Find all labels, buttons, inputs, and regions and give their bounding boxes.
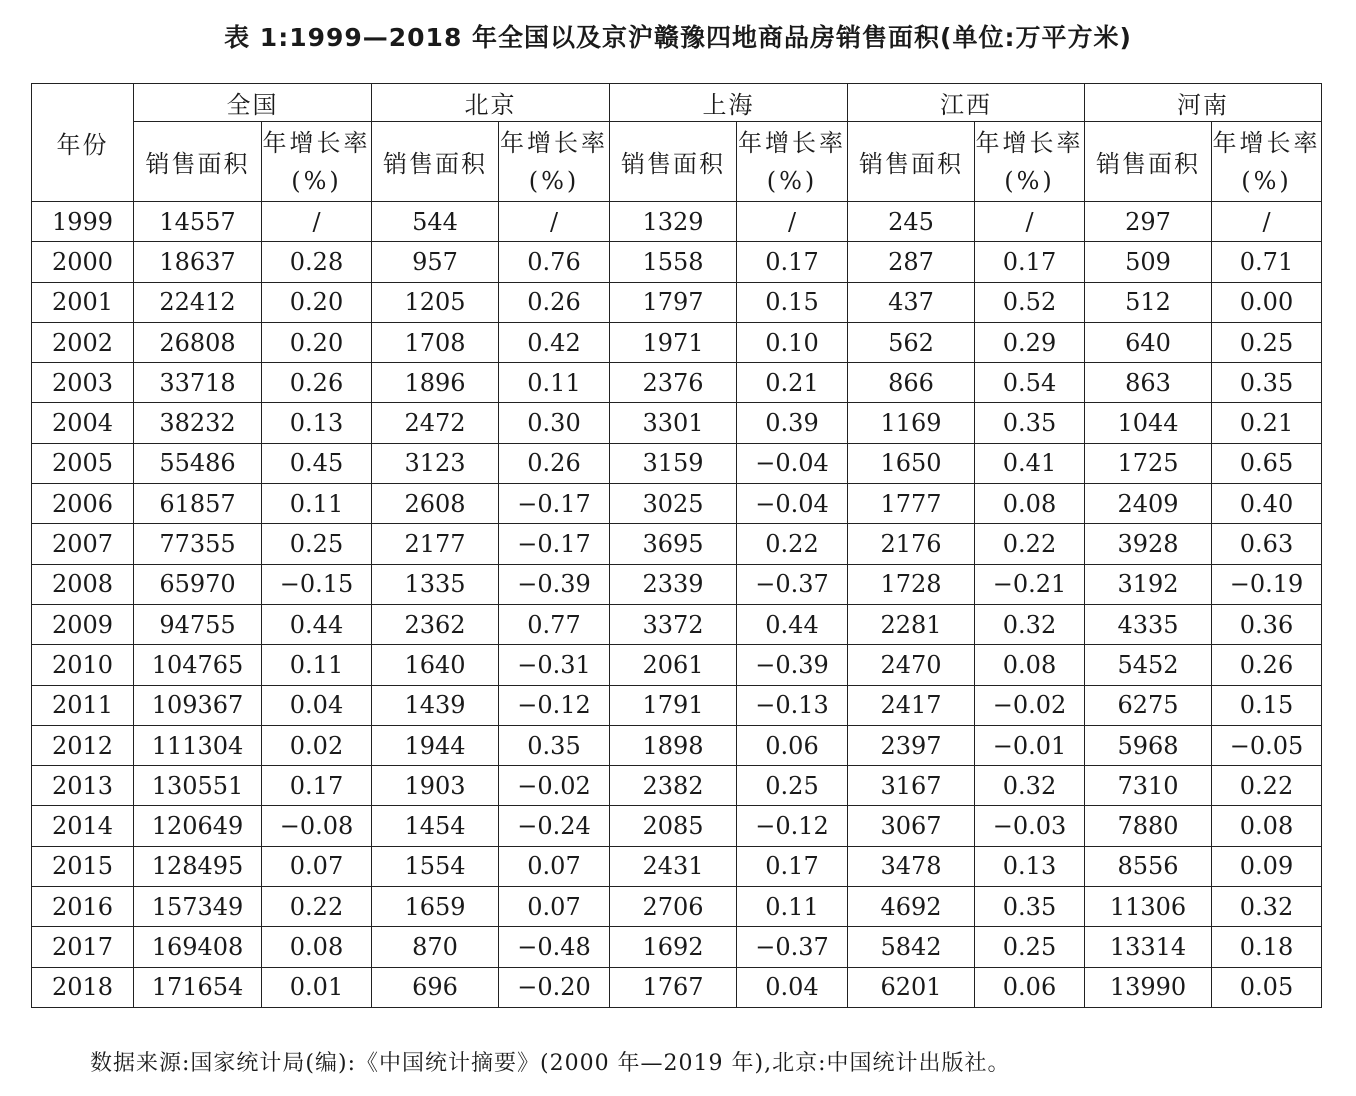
- rate-cell: −0.13: [737, 685, 848, 725]
- year-cell: 2011: [32, 685, 134, 725]
- area-cell: 437: [848, 282, 975, 322]
- rate-cell: 0.77: [499, 604, 610, 644]
- area-cell: 77355: [134, 524, 262, 564]
- area-cell: 870: [372, 927, 499, 967]
- area-cell: 2431: [610, 846, 737, 886]
- rate-cell: 0.71: [1212, 242, 1322, 282]
- area-cell: 1791: [610, 685, 737, 725]
- year-cell: 2017: [32, 927, 134, 967]
- table-row: [32, 564, 1322, 604]
- rate-cell: −0.12: [499, 685, 610, 725]
- area-cell: 2177: [372, 524, 499, 564]
- area-cell: 1659: [372, 887, 499, 927]
- rate-header: 年增长率(%): [1212, 122, 1322, 202]
- area-cell: 2281: [848, 604, 975, 644]
- rate-cell: −0.03: [975, 806, 1085, 846]
- area-cell: 1708: [372, 322, 499, 362]
- rate-cell: 0.32: [975, 604, 1085, 644]
- rate-cell: 0.02: [262, 725, 372, 765]
- rate-cell: 0.22: [737, 524, 848, 564]
- area-cell: 297: [1085, 202, 1212, 242]
- area-cell: 2470: [848, 645, 975, 685]
- area-cell: 3372: [610, 604, 737, 644]
- area-cell: 14557: [134, 202, 262, 242]
- area-cell: 1728: [848, 564, 975, 604]
- region-header-henan: 河南: [1085, 84, 1322, 122]
- year-cell: 2016: [32, 887, 134, 927]
- rate-cell: 0.07: [499, 846, 610, 886]
- rate-cell: 0.06: [975, 967, 1085, 1007]
- year-cell: 2002: [32, 322, 134, 362]
- rate-cell: 0.41: [975, 443, 1085, 483]
- rate-cell: 0.42: [499, 322, 610, 362]
- year-cell: 2010: [32, 645, 134, 685]
- rate-cell: 0.28: [262, 242, 372, 282]
- table-row: [32, 927, 1322, 967]
- year-cell: 2003: [32, 363, 134, 403]
- rate-cell: 0.52: [975, 282, 1085, 322]
- area-cell: 1944: [372, 725, 499, 765]
- rate-cell: 0.17: [975, 242, 1085, 282]
- year-cell: 2009: [32, 604, 134, 644]
- rate-cell: 0.11: [262, 484, 372, 524]
- rate-cell: −0.08: [262, 806, 372, 846]
- region-header-jiangxi: 江西: [848, 84, 1085, 122]
- data-source-note: 数据来源:国家统计局(编):《中国统计摘要》(2000 年—2019 年),北京:中国统计出版社。: [90, 1051, 1011, 1076]
- area-cell: 544: [372, 202, 499, 242]
- rate-cell: 0.26: [262, 363, 372, 403]
- rate-cell: 0.40: [1212, 484, 1322, 524]
- rate-cell: /: [262, 202, 372, 242]
- rate-cell: −0.24: [499, 806, 610, 846]
- area-cell: 2061: [610, 645, 737, 685]
- area-cell: 11306: [1085, 887, 1212, 927]
- sales-area-table: [31, 83, 1322, 1008]
- area-cell: 4335: [1085, 604, 1212, 644]
- area-cell: 22412: [134, 282, 262, 322]
- area-cell: 8556: [1085, 846, 1212, 886]
- area-cell: 1454: [372, 806, 499, 846]
- rate-cell: 0.15: [1212, 685, 1322, 725]
- area-header: 销售面积: [1085, 122, 1212, 202]
- area-cell: 1777: [848, 484, 975, 524]
- table-row: [32, 846, 1322, 886]
- rate-cell: 0.35: [1212, 363, 1322, 403]
- area-cell: 38232: [134, 403, 262, 443]
- area-cell: 1439: [372, 685, 499, 725]
- rate-cell: −0.37: [737, 564, 848, 604]
- year-cell: 2007: [32, 524, 134, 564]
- area-cell: 4692: [848, 887, 975, 927]
- rate-cell: 0.35: [975, 403, 1085, 443]
- year-cell: 2000: [32, 242, 134, 282]
- rate-cell: 0.18: [1212, 927, 1322, 967]
- area-cell: 562: [848, 322, 975, 362]
- year-cell: 2013: [32, 766, 134, 806]
- area-cell: 3695: [610, 524, 737, 564]
- area-cell: 696: [372, 967, 499, 1007]
- area-cell: 2397: [848, 725, 975, 765]
- rate-cell: 0.04: [262, 685, 372, 725]
- rate-cell: −0.39: [737, 645, 848, 685]
- area-cell: 18637: [134, 242, 262, 282]
- area-cell: 120649: [134, 806, 262, 846]
- area-cell: 2706: [610, 887, 737, 927]
- rate-cell: 0.36: [1212, 604, 1322, 644]
- area-cell: 1650: [848, 443, 975, 483]
- year-cell: 2001: [32, 282, 134, 322]
- rate-cell: 0.00: [1212, 282, 1322, 322]
- rate-cell: −0.37: [737, 927, 848, 967]
- rate-cell: 0.13: [262, 403, 372, 443]
- rate-cell: 0.65: [1212, 443, 1322, 483]
- area-cell: 1335: [372, 564, 499, 604]
- area-cell: 13314: [1085, 927, 1212, 967]
- rate-cell: 0.15: [737, 282, 848, 322]
- rate-cell: 0.54: [975, 363, 1085, 403]
- rate-cell: 0.32: [1212, 887, 1322, 927]
- area-cell: 2409: [1085, 484, 1212, 524]
- rate-cell: /: [975, 202, 1085, 242]
- area-cell: 7310: [1085, 766, 1212, 806]
- year-header: 年份: [32, 84, 134, 202]
- rate-cell: 0.01: [262, 967, 372, 1007]
- rate-cell: 0.08: [262, 927, 372, 967]
- area-cell: 2376: [610, 363, 737, 403]
- rate-cell: 0.21: [1212, 403, 1322, 443]
- rate-cell: −0.02: [499, 766, 610, 806]
- rate-cell: /: [737, 202, 848, 242]
- rate-cell: 0.11: [737, 887, 848, 927]
- area-cell: 1329: [610, 202, 737, 242]
- area-cell: 509: [1085, 242, 1212, 282]
- area-cell: 1205: [372, 282, 499, 322]
- table-row: [32, 443, 1322, 483]
- year-cell: 1999: [32, 202, 134, 242]
- table-row: [32, 806, 1322, 846]
- table-row: [32, 604, 1322, 644]
- area-cell: 26808: [134, 322, 262, 362]
- area-cell: 3123: [372, 443, 499, 483]
- area-cell: 1898: [610, 725, 737, 765]
- rate-cell: 0.22: [975, 524, 1085, 564]
- area-cell: 1640: [372, 645, 499, 685]
- area-header: 销售面积: [848, 122, 975, 202]
- table-row: [32, 242, 1322, 282]
- area-cell: 2608: [372, 484, 499, 524]
- rate-header: 年增长率(%): [737, 122, 848, 202]
- rate-cell: 0.08: [1212, 806, 1322, 846]
- rate-cell: 0.26: [1212, 645, 1322, 685]
- area-cell: 866: [848, 363, 975, 403]
- area-cell: 1725: [1085, 443, 1212, 483]
- rate-cell: 0.35: [499, 725, 610, 765]
- table-row: [32, 725, 1322, 765]
- area-cell: 7880: [1085, 806, 1212, 846]
- area-cell: 2417: [848, 685, 975, 725]
- area-header: 销售面积: [372, 122, 499, 202]
- area-cell: 1558: [610, 242, 737, 282]
- rate-cell: 0.22: [262, 887, 372, 927]
- area-cell: 3478: [848, 846, 975, 886]
- rate-cell: −0.04: [737, 484, 848, 524]
- rate-header: 年增长率(%): [499, 122, 610, 202]
- area-cell: 2382: [610, 766, 737, 806]
- area-cell: 1903: [372, 766, 499, 806]
- year-cell: 2008: [32, 564, 134, 604]
- year-cell: 2018: [32, 967, 134, 1007]
- rate-cell: 0.39: [737, 403, 848, 443]
- year-cell: 2014: [32, 806, 134, 846]
- area-cell: 1797: [610, 282, 737, 322]
- rate-cell: −0.15: [262, 564, 372, 604]
- rate-cell: 0.04: [737, 967, 848, 1007]
- rate-cell: −0.04: [737, 443, 848, 483]
- table-row: [32, 685, 1322, 725]
- area-cell: 5452: [1085, 645, 1212, 685]
- rate-cell: −0.17: [499, 524, 610, 564]
- area-cell: 3025: [610, 484, 737, 524]
- area-cell: 3167: [848, 766, 975, 806]
- area-cell: 2362: [372, 604, 499, 644]
- rate-cell: 0.26: [499, 282, 610, 322]
- rate-cell: 0.17: [262, 766, 372, 806]
- table-row: [32, 967, 1322, 1007]
- area-cell: 957: [372, 242, 499, 282]
- rate-cell: 0.21: [737, 363, 848, 403]
- area-cell: 169408: [134, 927, 262, 967]
- area-cell: 6201: [848, 967, 975, 1007]
- table-title: 表 1:1999—2018 年全国以及京沪赣豫四地商品房销售面积(单位:万平方米): [224, 23, 1132, 52]
- year-cell: 2012: [32, 725, 134, 765]
- table-row: [32, 484, 1322, 524]
- rate-cell: 0.44: [737, 604, 848, 644]
- area-cell: 2085: [610, 806, 737, 846]
- table-row: [32, 766, 1322, 806]
- region-header-beijing: 北京: [372, 84, 610, 122]
- rate-cell: 0.44: [262, 604, 372, 644]
- rate-cell: −0.17: [499, 484, 610, 524]
- rate-cell: −0.48: [499, 927, 610, 967]
- area-cell: 104765: [134, 645, 262, 685]
- area-cell: 1896: [372, 363, 499, 403]
- area-cell: 65970: [134, 564, 262, 604]
- area-cell: 3067: [848, 806, 975, 846]
- area-cell: 2472: [372, 403, 499, 443]
- area-cell: 1767: [610, 967, 737, 1007]
- rate-cell: 0.10: [737, 322, 848, 362]
- area-cell: 94755: [134, 604, 262, 644]
- area-cell: 6275: [1085, 685, 1212, 725]
- table-row: [32, 282, 1322, 322]
- area-cell: 2176: [848, 524, 975, 564]
- area-cell: 13990: [1085, 967, 1212, 1007]
- area-cell: 61857: [134, 484, 262, 524]
- rate-header: 年增长率(%): [262, 122, 372, 202]
- area-cell: 171654: [134, 967, 262, 1007]
- area-cell: 130551: [134, 766, 262, 806]
- table-row: [32, 645, 1322, 685]
- rate-cell: 0.30: [499, 403, 610, 443]
- rate-cell: 0.17: [737, 242, 848, 282]
- rate-cell: 0.26: [499, 443, 610, 483]
- area-cell: 1554: [372, 846, 499, 886]
- rate-cell: −0.39: [499, 564, 610, 604]
- rate-cell: 0.45: [262, 443, 372, 483]
- rate-cell: 0.11: [499, 363, 610, 403]
- rate-cell: 0.25: [975, 927, 1085, 967]
- rate-cell: 0.06: [737, 725, 848, 765]
- area-cell: 55486: [134, 443, 262, 483]
- area-cell: 640: [1085, 322, 1212, 362]
- rate-cell: 0.05: [1212, 967, 1322, 1007]
- table-row: [32, 887, 1322, 927]
- rate-cell: 0.25: [1212, 322, 1322, 362]
- year-cell: 2006: [32, 484, 134, 524]
- rate-cell: 0.25: [262, 524, 372, 564]
- area-cell: 3928: [1085, 524, 1212, 564]
- rate-cell: 0.11: [262, 645, 372, 685]
- rate-header: 年增长率(%): [975, 122, 1085, 202]
- year-cell: 2005: [32, 443, 134, 483]
- rate-cell: 0.63: [1212, 524, 1322, 564]
- area-cell: 1692: [610, 927, 737, 967]
- table-row: [32, 363, 1322, 403]
- year-cell: 2004: [32, 403, 134, 443]
- area-cell: 2339: [610, 564, 737, 604]
- table-row: [32, 202, 1322, 242]
- table-row: [32, 403, 1322, 443]
- rate-cell: 0.09: [1212, 846, 1322, 886]
- rate-cell: 0.07: [262, 846, 372, 886]
- rate-cell: 0.08: [975, 645, 1085, 685]
- rate-cell: 0.25: [737, 766, 848, 806]
- area-cell: 157349: [134, 887, 262, 927]
- rate-cell: −0.12: [737, 806, 848, 846]
- rate-cell: 0.29: [975, 322, 1085, 362]
- area-cell: 3301: [610, 403, 737, 443]
- rate-cell: 0.76: [499, 242, 610, 282]
- table-body: [32, 202, 1322, 1008]
- area-cell: 1169: [848, 403, 975, 443]
- area-cell: 245: [848, 202, 975, 242]
- rate-cell: −0.19: [1212, 564, 1322, 604]
- region-header-shanghai: 上海: [610, 84, 848, 122]
- rate-cell: /: [499, 202, 610, 242]
- area-cell: 33718: [134, 363, 262, 403]
- year-cell: 2015: [32, 846, 134, 886]
- rate-cell: 0.22: [1212, 766, 1322, 806]
- rate-cell: −0.01: [975, 725, 1085, 765]
- area-cell: 1971: [610, 322, 737, 362]
- area-header: 销售面积: [134, 122, 262, 202]
- rate-cell: 0.08: [975, 484, 1085, 524]
- area-cell: 128495: [134, 846, 262, 886]
- rate-cell: −0.31: [499, 645, 610, 685]
- area-cell: 863: [1085, 363, 1212, 403]
- rate-cell: 0.32: [975, 766, 1085, 806]
- area-header: 销售面积: [610, 122, 737, 202]
- rate-cell: 0.20: [262, 282, 372, 322]
- area-cell: 3192: [1085, 564, 1212, 604]
- area-cell: 512: [1085, 282, 1212, 322]
- table-row: [32, 524, 1322, 564]
- rate-cell: −0.05: [1212, 725, 1322, 765]
- area-cell: 109367: [134, 685, 262, 725]
- rate-cell: /: [1212, 202, 1322, 242]
- area-cell: 287: [848, 242, 975, 282]
- area-cell: 3159: [610, 443, 737, 483]
- rate-cell: −0.20: [499, 967, 610, 1007]
- region-header-national: 全国: [134, 84, 372, 122]
- rate-cell: 0.17: [737, 846, 848, 886]
- rate-cell: 0.20: [262, 322, 372, 362]
- rate-cell: −0.21: [975, 564, 1085, 604]
- rate-cell: 0.07: [499, 887, 610, 927]
- area-cell: 5968: [1085, 725, 1212, 765]
- area-cell: 5842: [848, 927, 975, 967]
- area-cell: 1044: [1085, 403, 1212, 443]
- rate-cell: −0.02: [975, 685, 1085, 725]
- rate-cell: 0.35: [975, 887, 1085, 927]
- rate-cell: 0.13: [975, 846, 1085, 886]
- area-cell: 111304: [134, 725, 262, 765]
- table-row: [32, 322, 1322, 362]
